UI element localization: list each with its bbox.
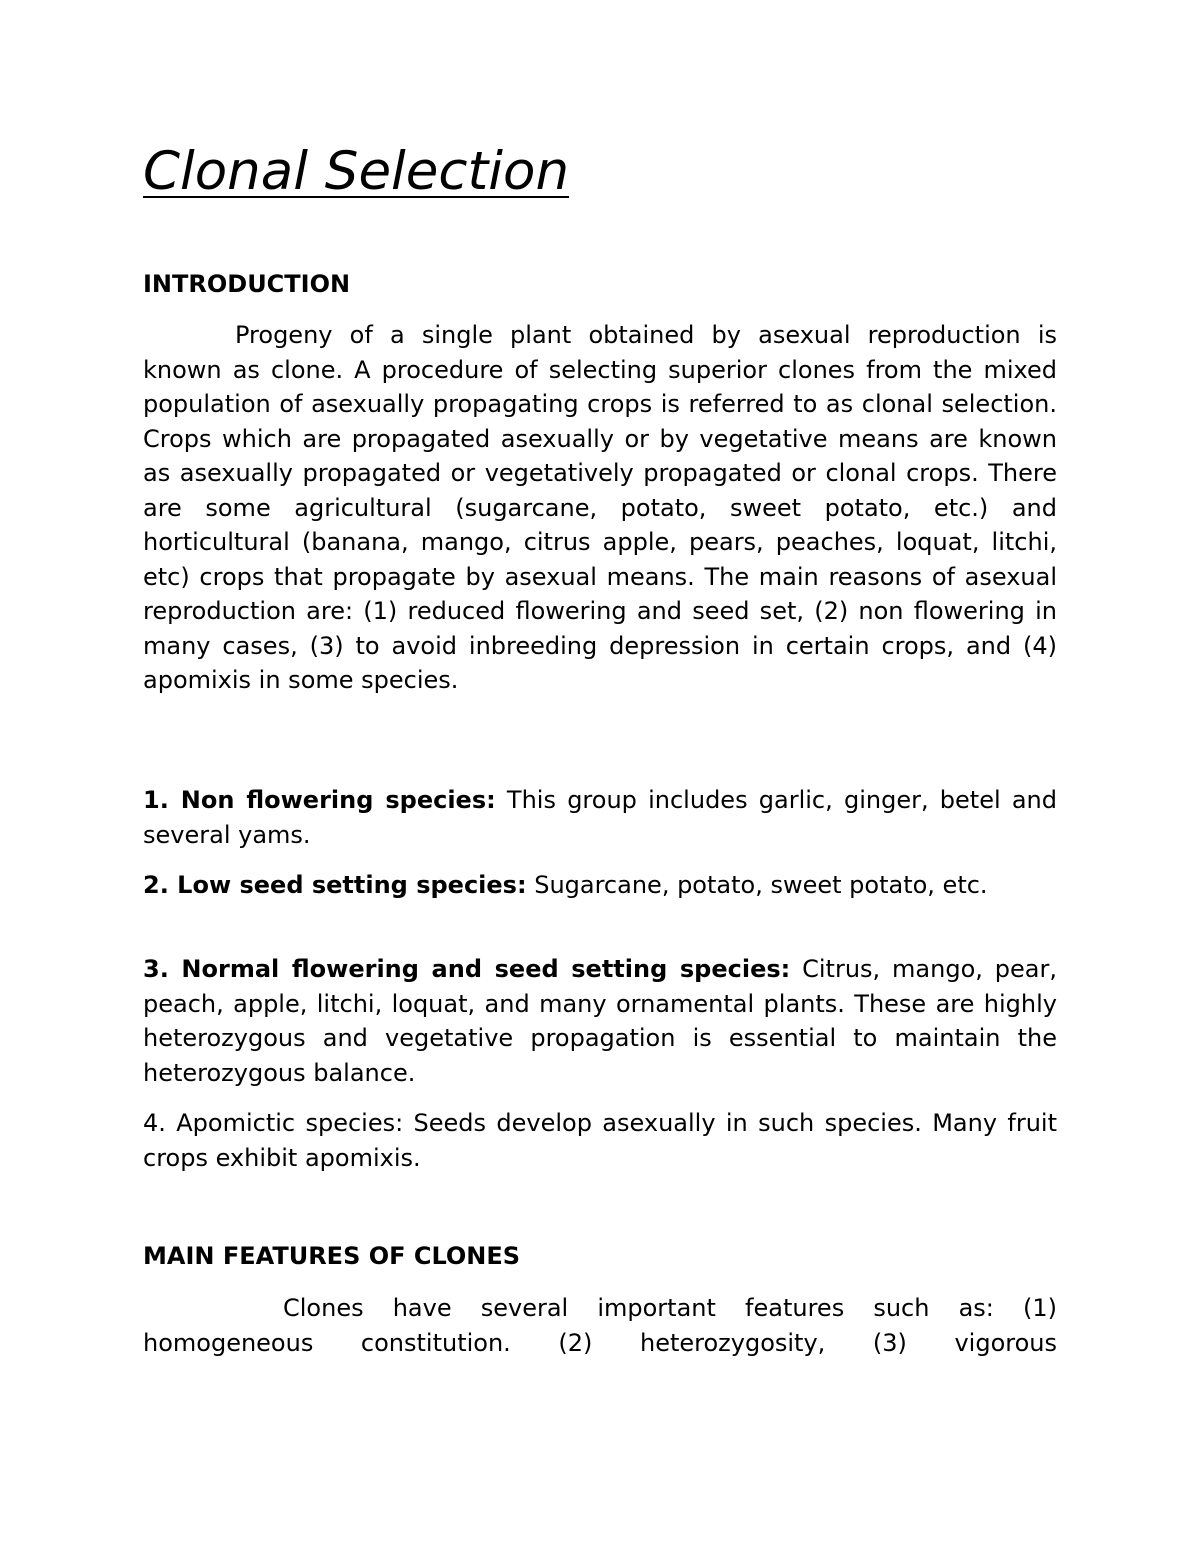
introduction-heading: INTRODUCTION <box>143 270 351 298</box>
document-title: Clonal Selection <box>143 141 570 202</box>
list-item-text: Sugarcane, potato, sweet potato, etc. <box>526 871 988 899</box>
list-item-text: 4. Apomictic species: Seeds develop asexually in such species. Many fruit crops exhibit apomixis. <box>143 1109 1057 1172</box>
list-item-label: 1. Non flowering species: <box>143 786 496 814</box>
features-heading: MAIN FEATURES OF CLONES <box>143 1242 521 1270</box>
list-item-text: Citrus, mango, pear, peach, apple, litchi, loquat, and many ornamental plants. These are highly heterozygous and vegetative propagation is essential to maintain the heterozygous balance. <box>143 955 1057 1087</box>
list-item-normal-flowering <box>143 952 1057 1090</box>
list-item-low-seed-setting <box>143 868 1057 903</box>
list-item-label: 3. Normal flowering and seed setting species: <box>143 955 791 983</box>
features-paragraph: Clones have several important features such as: (1) homogeneous constitution. (2) heterozygosity, (3) vigorous <box>143 1294 1057 1357</box>
list-item-non-flowering <box>143 783 1057 852</box>
list-item-label: 2. Low seed setting species: <box>143 871 527 899</box>
list-item-apomictic <box>143 1106 1057 1175</box>
list-item-text: This group includes garlic, ginger, betel and several yams. <box>143 786 1057 849</box>
introduction-paragraph: Progeny of a single plant obtained by asexual reproduction is known as clone. A procedure of selecting superior clones from the mixed population of asexually propagating crops is referred to as clonal selection. Crops which are propagated asexually or by vegetative means are known as asexually propagated or vegetatively propagated or clonal crops. There are some agricultural (sugarcane, potato, sweet potato, etc.) and horticultural (banana, mango, citrus apple, pears, peaches, loquat, litchi, etc) crops that propagate by asexual means. The main reasons of asexual reproduction are: (1) reduced flowering and seed set, (2) non flowering in many cases, (3) to avoid inbreeding depression in certain crops, and (4) apomixis in some species. <box>143 321 1057 694</box>
